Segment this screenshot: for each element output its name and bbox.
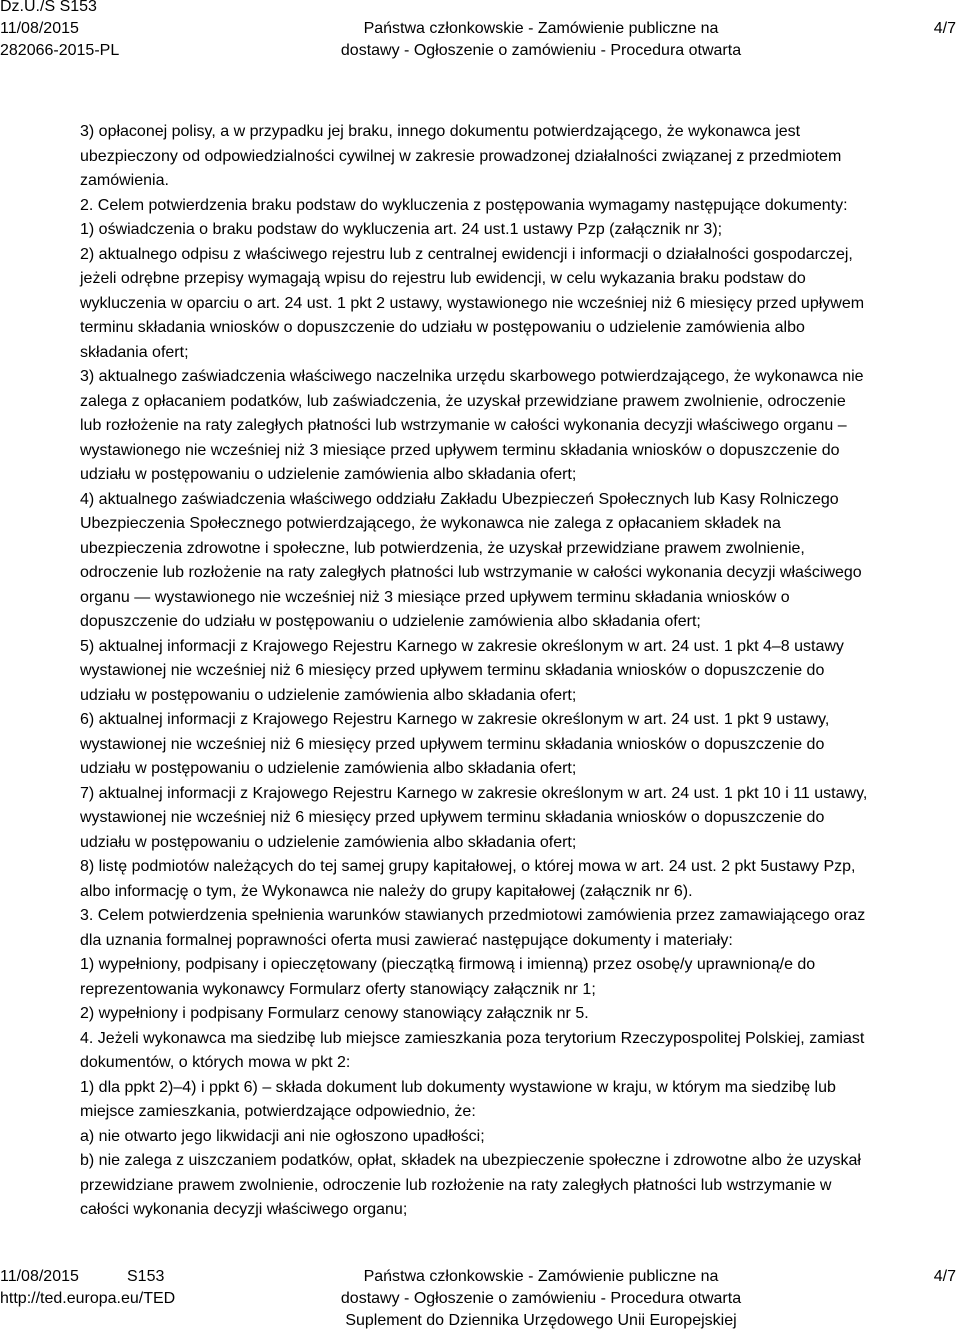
body-line: lub rozłożenie na raty zaległych płatności lub wstrzymanie w całości wykonania decyzji właściwego organu – [80, 417, 847, 434]
body-line: jeżeli odrębne przepisy wymagają wpisu do rejestru lub ewidencji, w celu wykazania braku podstaw do [80, 270, 806, 287]
body-line: dopuszczenie do udziału w postępowaniu o udzielenie zamówienia albo składania ofert; [80, 613, 701, 630]
footer-title [0, 1266, 960, 1332]
body-line: zalega z opłacaniem podatków, lub zaświadczenia, że uzyskał przewidziane prawem zwolnienie, odroczenie [80, 392, 846, 410]
body-line: udziału w postępowaniu o udzielenie zamówienia albo składania ofert; [80, 760, 577, 777]
body-line: udziału w postępowaniu o udzielenie zamówienia albo składania ofert; [80, 686, 577, 704]
header-page-number: 4/7 [933, 20, 956, 37]
body-line: organu — wystawionego nie wcześniej niż 3 miesiące przed upływem terminu składania wniosków o [80, 588, 790, 606]
footer-date: 11/08/2015 [0, 1268, 79, 1285]
body-line: 1) wypełniony, podpisany i opieczętowany (pieczątką firmową i imienną) przez osobę/y uprawnioną/e do [80, 956, 816, 973]
body-line: 6) aktualnej informacji z Krajowego Rejestru Karnego w zakresie określonym w art. 24 ust. 1 pkt 9 ustawy, [80, 711, 830, 728]
header-date: 11/08/2015 [0, 20, 79, 37]
footer-title-line-1: Państwa członkowskie - Zamówienie publiczne na [363, 1268, 719, 1285]
body-line: miejsce zamieszkania, potwierdzające odpowiednio, że: [80, 1103, 476, 1120]
body-line: 5) aktualnej informacji z Krajowego Rejestru Karnego w zakresie określonym w art. 24 ust. 1 pkt 4–8 ustawy [80, 637, 844, 655]
body-line: 4) aktualnego zaświadczenia właściwego oddziału Zakładu Ubezpieczeń Społecznych lub Kasy Rolniczego [80, 490, 839, 508]
body-line: ubezpieczenia zdrowotne i społeczne, lub potwierdzenia, że uzyskał przewidziane prawem zwolnienie, [80, 539, 805, 557]
footer-code: S153 [127, 1268, 165, 1285]
document-body [80, 120, 955, 1223]
body-line: terminu składania wniosków o dopuszczenie do udziału w postępowaniu o udzielenie zamówienia albo [80, 319, 805, 336]
body-line: przewidziane prawem zwolnienie, odroczenie lub rozłożenie na raty zaległych płatności lub wstrzymanie w [80, 1176, 832, 1194]
body-line: 8) listę podmiotów należących do tej samej grupy kapitałowej, o której mowa w art. 24 ust. 2 pkt 5ustawy Pzp, [80, 858, 856, 875]
body-line: wykluczenia w oparciu o art. 24 ust. 1 pkt 2 ustawy, wystawionego nie wcześniej niż 6 miesięcy przed upływem [80, 294, 865, 312]
body-line: 2) wypełniony i podpisany Formularz cenowy stanowiący załącznik nr 5. [80, 1005, 589, 1022]
body-line: wystawionej nie wcześniej niż 6 miesięcy przed upływem terminu składania wniosków o dopuszczenie do [80, 735, 825, 753]
header-title-line-1: Państwa członkowskie - Zamówienie publiczne na [363, 20, 719, 37]
body-line: dla uznania formalnej poprawności oferta musi zawierać następujące dokumenty i materiały: [80, 931, 733, 949]
body-line: reprezentowania wykonawcy Formularz oferty stanowiący załącznik nr 1; [80, 980, 596, 998]
footer-title-line-3: Suplement do Dziennika Urzędowego Unii Europejskiej [345, 1312, 737, 1329]
footer-link[interactable]: http://ted.europa.eu/TED [0, 1290, 176, 1307]
notice-number: 282066-2015-PL [0, 42, 120, 59]
body-line: wystawionej nie wcześniej niż 6 miesięcy przed upływem terminu składania wniosków o dopuszczenie do [80, 662, 825, 679]
header-title [0, 18, 960, 62]
body-line: 2) aktualnego odpisu z właściwego rejestru lub z centralnej ewidencji i informacji o działalności gospodarczej, [80, 245, 853, 263]
footer-title-line-2: dostawy - Ogłoszenie o zamówieniu - Procedura otwarta [340, 1290, 742, 1307]
body-line: a) nie otwarto jego likwidacji ani nie ogłoszono upadłości; [80, 1127, 485, 1145]
body-line: 1) dla ppkt 2)–4) i ppkt 6) – składa dokument lub dokumenty wystawione w kraju, w którym ma siedzibę lub [80, 1078, 836, 1096]
header-title-line-2: dostawy - Ogłoszenie o zamówieniu - Procedura otwarta [340, 42, 742, 59]
body-line: udziału w postępowaniu o udzielenie zamówienia albo składania ofert; [80, 466, 577, 483]
body-line: 3) opłaconej polisy, a w przypadku jej braku, innego dokumentu potwierdzającego, że wykonawca jest [80, 123, 801, 140]
body-line: zamówienia. [80, 172, 169, 189]
body-line: albo informację o tym, że Wykonawca nie należy do grupy kapitałowej (załącznik nr 6). [80, 882, 693, 900]
journal-ref: Dz.U./S S153 [0, 0, 97, 15]
body-line: Ubezpieczenia Społecznego potwierdzającego, że wykonawca nie zalega z opłacaniem składek na [80, 515, 781, 532]
body-line: odroczenie lub rozłożenie na raty zaległych płatności lub wstrzymanie w całości wykonania decyzji właściwego [80, 564, 862, 581]
body-line: całości wykonania decyzji właściwego organu; [80, 1201, 408, 1218]
body-line: 1) oświadczenia o braku podstaw do wykluczenia art. 24 ust.1 ustawy Pzp (załącznik nr 3); [80, 221, 723, 238]
body-line: ubezpieczony od odpowiedzialności cywilnej w zakresie prowadzonej działalności związanej z przedmiotem [80, 147, 842, 165]
body-line: składania ofert; [80, 343, 189, 361]
footer-page-number: 4/7 [933, 1268, 956, 1285]
body-line: udziału w postępowaniu o udzielenie zamówienia albo składania ofert; [80, 833, 577, 851]
body-line: 2. Celem potwierdzenia braku podstaw do wykluczenia z postępowania wymagamy następujące dokumenty: [80, 196, 848, 214]
body-line: 4. Jeżeli wykonawca ma siedzibę lub miejsce zamieszkania poza terytorium Rzeczypospolitej Polskiej, zamiast [80, 1029, 865, 1047]
body-line: 3) aktualnego zaświadczenia właściwego naczelnika urzędu skarbowego potwierdzającego, że wykonawca nie [80, 368, 864, 385]
body-line: 7) aktualnej informacji z Krajowego Rejestru Karnego w zakresie określonym w art. 24 ust. 1 pkt 10 i 11 ustawy, [80, 784, 868, 802]
body-line: wystawionego nie wcześniej niż 3 miesiące przed upływem terminu składania wniosków o dopuszczenie do [80, 441, 840, 459]
body-line: b) nie zalega z uiszczaniem podatków, opłat, składek na ubezpieczenie społeczne i zdrowotne albo że uzyskał [80, 1152, 861, 1169]
body-line: 3. Celem potwierdzenia spełnienia warunków stawianych przedmiotowi zamówienia przez zamawiającego oraz [80, 907, 866, 924]
body-line: wystawionej nie wcześniej niż 6 miesięcy przed upływem terminu składania wniosków o dopuszczenie do [80, 809, 825, 826]
body-line: dokumentów, o których mowa w pkt 2: [80, 1054, 351, 1071]
